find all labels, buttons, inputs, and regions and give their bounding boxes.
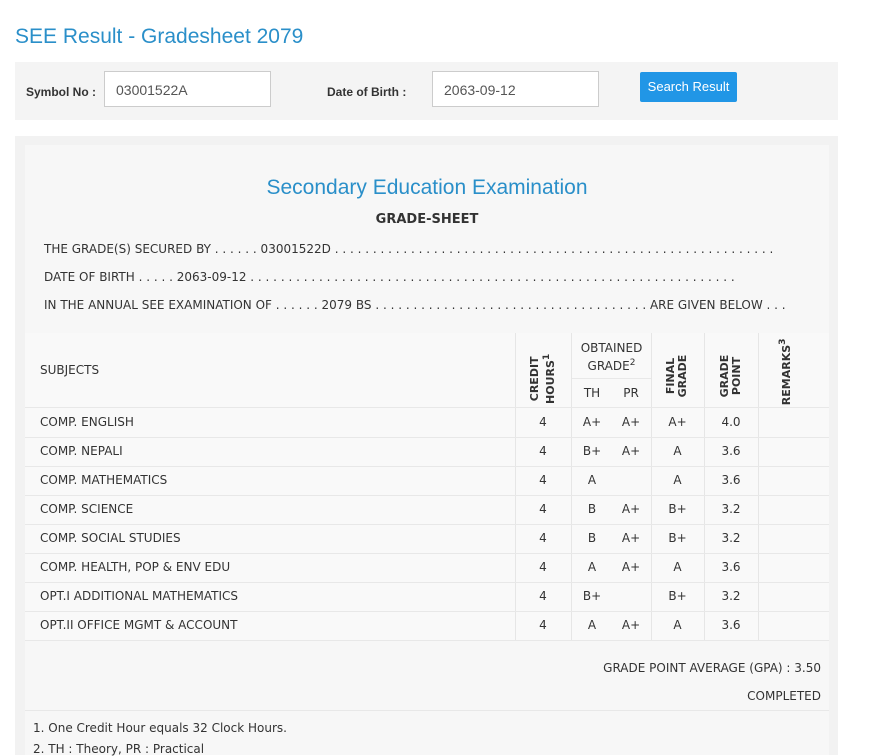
subject-cell: OPT.II OFFICE MGMT & ACCOUNT [40, 618, 238, 632]
search-result-button[interactable]: Search Result [640, 72, 737, 102]
pr-grade-cell: A+ [621, 444, 641, 458]
credit-hours-cell: 4 [539, 502, 547, 516]
date-of-birth-input[interactable]: 2063-09-12 [432, 71, 599, 107]
final-grade-cell: A [673, 618, 682, 632]
grade-point-cell: 3.6 [721, 473, 741, 487]
pr-grade-cell: A+ [621, 415, 641, 429]
final-grade-cell: A [673, 444, 682, 458]
header-th: TH [583, 386, 601, 400]
subject-cell: COMP. ENGLISH [40, 415, 134, 429]
pr-grade-cell: A+ [621, 618, 641, 632]
row-divider [25, 582, 829, 583]
pr-grade-cell: A+ [621, 531, 641, 545]
grade-point-cell: 3.2 [721, 589, 741, 603]
row-divider [25, 553, 829, 554]
header-credit-hours: CREDIT HOURS$^1$ [528, 353, 557, 404]
footnote-th-pr: 2. TH : Theory, PR : Practical [33, 742, 205, 756]
th-grade-cell: B [587, 502, 597, 516]
footnote-credit-hour: 1. One Credit Hour equals 32 Clock Hours. [33, 721, 287, 735]
final-grade-cell: B+ [668, 589, 687, 603]
credit-hours-cell: 4 [539, 531, 547, 545]
row-divider [25, 437, 829, 438]
th-grade-cell: B+ [582, 589, 602, 603]
credit-hours-cell: 4 [539, 589, 547, 603]
grade-point-cell: 3.6 [721, 444, 741, 458]
final-grade-cell: A [673, 473, 682, 487]
credit-hours-cell: 4 [539, 444, 547, 458]
th-grade-cell: A [587, 560, 597, 574]
final-grade-cell: A+ [668, 415, 687, 429]
credit-hours-cell: 4 [539, 473, 547, 487]
date-of-birth-label: Date of Birth : [327, 85, 407, 99]
header-grade-point: GRADE POINT [718, 354, 743, 398]
subject-cell: COMP. SOCIAL STUDIES [40, 531, 181, 545]
grade-point-cell: 3.2 [721, 531, 741, 545]
grade-point-cell: 3.6 [721, 560, 741, 574]
header-subjects: SUBJECTS [40, 363, 100, 377]
final-grade-cell: A [673, 560, 682, 574]
row-divider [25, 524, 829, 525]
th-grade-cell: B+ [582, 444, 602, 458]
th-grade-cell: A [587, 618, 597, 632]
symbol-no-input[interactable]: 03001522A [104, 71, 271, 107]
th-grade-cell: A+ [582, 415, 602, 429]
grade-point-cell: 3.2 [721, 502, 741, 516]
pr-grade-cell: A+ [621, 560, 641, 574]
final-grade-cell: B+ [668, 531, 687, 545]
examination-line: IN THE ANNUAL SEE EXAMINATION OF . . . . . . 2079 BS . . . . . . . . . . . . . . . . . . . . . . . . . . . . . . . . . . . . ARE GIVEN BELOW . . . [44, 298, 786, 312]
result-status: COMPLETED [747, 689, 821, 703]
grades-secured-by-line: THE GRADE(S) SECURED BY . . . . . . 03001522D . . . . . . . . . . . . . . . . . . . . . . . . . . . . . . . . . . . . . . . . . . . . . . . . . . . . . . . . . . [44, 242, 774, 256]
page-title: SEE Result - Gradesheet 2079 [15, 25, 304, 48]
th-grade-cell: B [587, 531, 597, 545]
pr-grade-cell: A+ [621, 502, 641, 516]
grade-point-cell: 4.0 [721, 415, 741, 429]
header-remarks: REMARKS$^3$ [777, 338, 793, 406]
row-divider [25, 611, 829, 612]
credit-hours-cell: 4 [539, 415, 547, 429]
symbol-no-label: Symbol No : [26, 85, 97, 99]
th-grade-cell: A [587, 473, 597, 487]
header-final-grade: FINAL GRADE [664, 354, 689, 398]
subject-cell: COMP. MATHEMATICS [40, 473, 168, 487]
row-divider [25, 495, 829, 496]
row-divider [25, 640, 829, 641]
sheet-subtitle: GRADE-SHEET [375, 212, 479, 227]
credit-hours-cell: 4 [539, 618, 547, 632]
row-divider [25, 466, 829, 467]
final-grade-cell: B+ [668, 502, 687, 516]
subject-cell: COMP. SCIENCE [40, 502, 134, 516]
header-obtained-grade: OBTAINED GRADE$^2$ [580, 341, 643, 373]
header-pr: PR [623, 386, 639, 400]
date-of-birth-line: DATE OF BIRTH . . . . . 2063-09-12 . . . . . . . . . . . . . . . . . . . . . . . . . . . . . . . . . . . . . . . . . . . . . . . . . . . . . . . . . . . . . . . . [44, 270, 735, 284]
subject-cell: COMP. HEALTH, POP & ENV EDU [40, 560, 231, 574]
subject-cell: COMP. NEPALI [40, 444, 123, 458]
subject-cell: OPT.I ADDITIONAL MATHEMATICS [40, 589, 239, 603]
sheet-title: Secondary Education Examination [266, 176, 588, 199]
grade-point-cell: 3.6 [721, 618, 741, 632]
credit-hours-cell: 4 [539, 560, 547, 574]
gpa-summary: GRADE POINT AVERAGE (GPA) : 3.50 [603, 661, 821, 675]
